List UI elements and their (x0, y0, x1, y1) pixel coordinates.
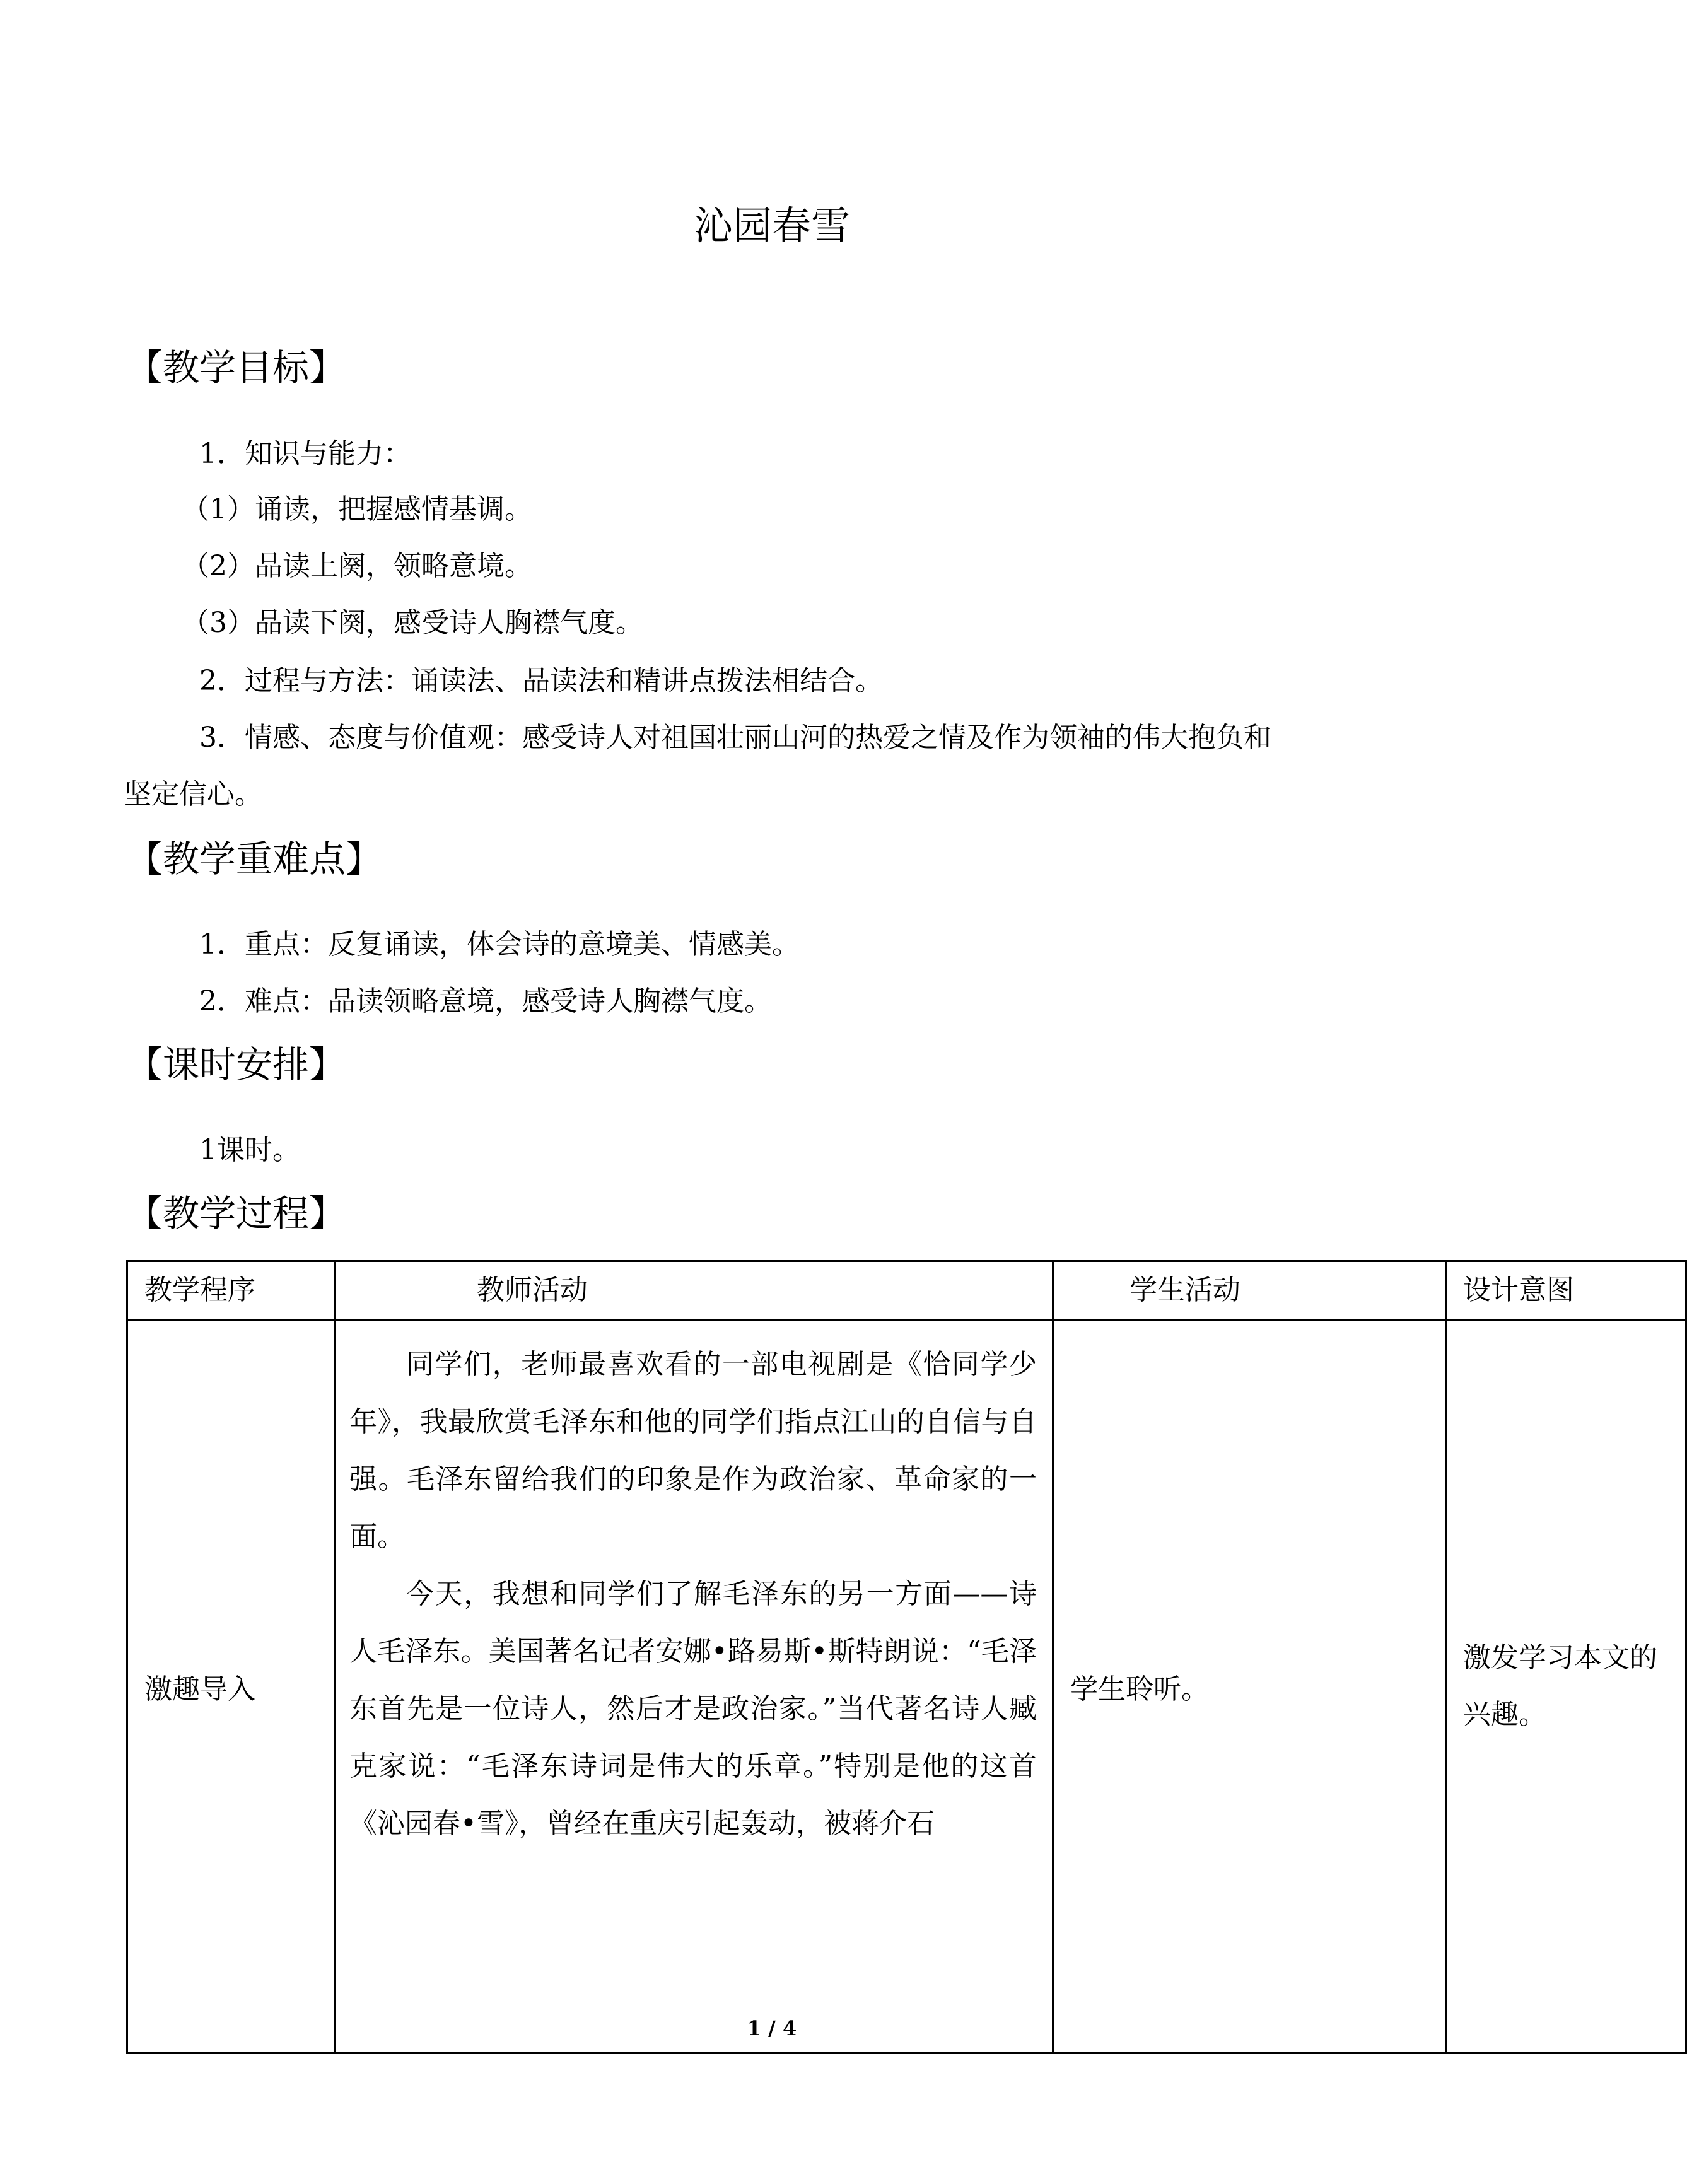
header-cell-student: 学生活动 (1053, 1261, 1446, 1320)
key-point-line: 1．重点：反复诵读，体会诗的意境美、情感美。 (199, 928, 800, 961)
objective-line: 1．知识与能力： (199, 438, 411, 470)
objective-line: （2）品读上阕，领略意境。 (182, 550, 532, 582)
key-point-line: 2．难点：品读领略意境，感受诗人胸襟气度。 (199, 985, 772, 1017)
process-table (126, 1260, 1687, 2054)
header-cell-intent: 设计意图 (1446, 1261, 1686, 1320)
objective-line: （1）诵读，把握感情基调。 (182, 493, 532, 525)
stage-cell: 激趣导入 (127, 1320, 335, 2053)
schedule-text: 1课时。 (199, 1134, 300, 1166)
header-cell-teacher: 教师活动 (335, 1261, 1053, 1320)
schedule-heading: 【课时安排】 (126, 1043, 346, 1086)
teacher-activity-cell (335, 1320, 1053, 2053)
objective-line: 3．情感、态度与价值观：感受诗人对祖国壮丽山河的热爱之情及作为领袖的伟大抱负和 (199, 721, 1271, 754)
design-intent-cell: 激发学习本文的兴趣。 (1446, 1320, 1686, 2053)
key-points-heading: 【教学重难点】 (126, 838, 383, 880)
page-number: 1 / 4 (747, 2016, 797, 2040)
table-header-row (127, 1261, 1686, 1320)
teacher-paragraph: 同学们，老师最喜欢看的一部电视剧是《恰同学少年》，我最欣赏毛泽东和他的同学们指点江山的自信与自强。毛泽东留给我们的印象是作为政治家、革命家的一面。 (349, 1348, 1037, 1553)
objective-line: 坚定信心。 (124, 778, 262, 810)
table-row (127, 1320, 1686, 2053)
document-title: 沁园春雪 (693, 202, 850, 248)
objective-line: （3）品读下阕，感受诗人胸襟气度。 (182, 607, 643, 639)
teacher-paragraph: 今天，我想和同学们了解毛泽东的另一方面——诗人毛泽东。美国著名记者安娜•路易斯•斯特朗说：“毛泽东首先是一位诗人，然后才是政治家。”当代著名诗人臧克家说：“毛泽东诗词是伟大的乐章。”特别是他的这首《沁园春•雪》，曾经在重庆引起轰动，被蒋介石 (349, 1578, 1037, 1840)
objectives-heading: 【教学目标】 (126, 346, 346, 389)
student-activity-cell: 学生聆听。 (1053, 1320, 1446, 2053)
objective-line: 2．过程与方法：诵读法、品读法和精讲点拨法相结合。 (199, 665, 883, 697)
header-cell-stage: 教学程序 (127, 1261, 335, 1320)
process-heading: 【教学过程】 (126, 1192, 346, 1235)
